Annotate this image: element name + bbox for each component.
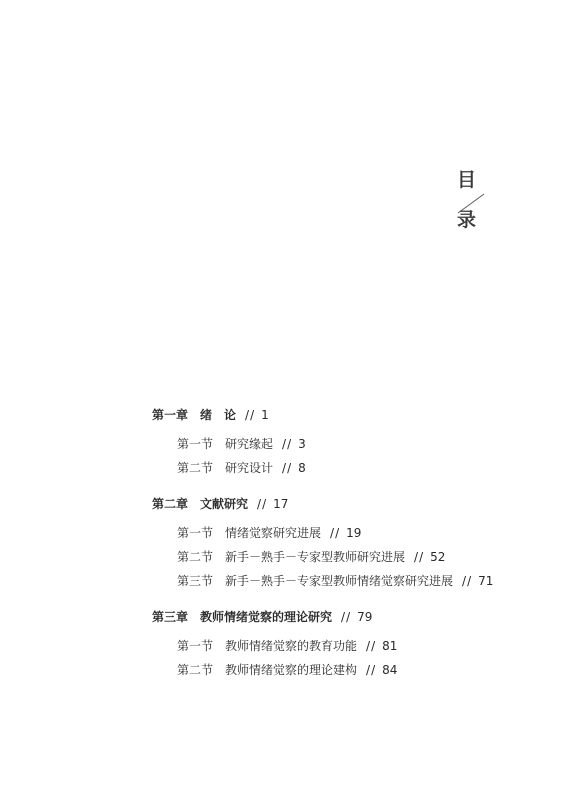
page-separator: // bbox=[330, 526, 341, 540]
section-number: 第一节 bbox=[177, 437, 214, 451]
page-separator: // bbox=[282, 437, 293, 451]
section-page-number: 52 bbox=[430, 550, 446, 564]
chapter-page-number: 1 bbox=[261, 408, 269, 422]
section-1-2-entry[interactable] bbox=[177, 460, 552, 477]
section-1-1-entry[interactable] bbox=[177, 436, 552, 453]
section-title: 研究设计 bbox=[225, 461, 274, 475]
section-number: 第二节 bbox=[177, 461, 214, 475]
section-page-number: 19 bbox=[346, 526, 362, 540]
page-separator: // bbox=[366, 639, 377, 653]
section-page-number: 71 bbox=[478, 574, 494, 588]
section-page-number: 8 bbox=[298, 461, 306, 475]
section-title: 新手－熟手－专家型教师情绪觉察研究进展 bbox=[225, 574, 454, 588]
chapter-title: 文献研究 bbox=[200, 497, 249, 511]
page-separator: // bbox=[462, 574, 473, 588]
section-title: 教师情绪觉察的教育功能 bbox=[225, 639, 358, 653]
chapter-title: 绪 论 bbox=[200, 408, 237, 422]
page-separator: // bbox=[282, 461, 293, 475]
section-3-2-entry[interactable] bbox=[177, 662, 552, 679]
page-separator: // bbox=[245, 408, 256, 422]
section-title: 情绪觉察研究进展 bbox=[225, 526, 322, 540]
section-number: 第二节 bbox=[177, 550, 214, 564]
section-page-number: 84 bbox=[382, 663, 398, 677]
chapter-3-entry[interactable] bbox=[152, 609, 552, 626]
table-of-contents bbox=[152, 407, 552, 679]
chapter-number: 第二章 bbox=[152, 497, 189, 511]
chapter-number: 第三章 bbox=[152, 610, 189, 624]
section-2-1-entry[interactable] bbox=[177, 525, 552, 542]
chapter-page-number: 17 bbox=[273, 497, 289, 511]
section-number: 第三节 bbox=[177, 574, 214, 588]
toc-title bbox=[452, 168, 488, 238]
chapter-page-number: 79 bbox=[357, 610, 373, 624]
section-3-1-entry[interactable] bbox=[177, 638, 552, 655]
section-page-number: 81 bbox=[382, 639, 398, 653]
toc-title-char-2: 录 bbox=[457, 209, 477, 231]
page-separator: // bbox=[341, 610, 352, 624]
section-number: 第二节 bbox=[177, 663, 214, 677]
section-title: 研究缘起 bbox=[225, 437, 274, 451]
section-title: 教师情绪觉察的理论建构 bbox=[225, 663, 358, 677]
page-separator: // bbox=[366, 663, 377, 677]
page-separator: // bbox=[414, 550, 425, 564]
section-number: 第一节 bbox=[177, 526, 214, 540]
section-2-3-entry[interactable] bbox=[177, 573, 552, 590]
section-page-number: 3 bbox=[298, 437, 306, 451]
chapter-1-entry[interactable] bbox=[152, 407, 552, 424]
chapter-number: 第一章 bbox=[152, 408, 189, 422]
chapter-title: 教师情绪觉察的理论研究 bbox=[200, 610, 333, 624]
section-2-2-entry[interactable] bbox=[177, 549, 552, 566]
section-title: 新手－熟手－专家型教师研究进展 bbox=[225, 550, 406, 564]
section-number: 第一节 bbox=[177, 639, 214, 653]
page-separator: // bbox=[257, 497, 268, 511]
toc-title-char-1: 目 bbox=[457, 169, 477, 191]
chapter-2-entry[interactable] bbox=[152, 496, 552, 513]
